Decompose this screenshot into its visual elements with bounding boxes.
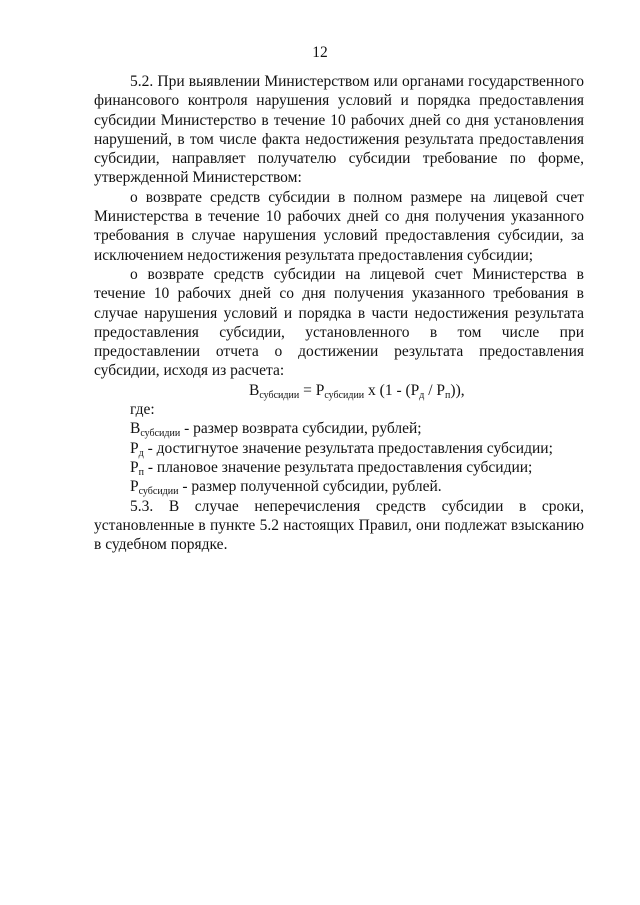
legend-item: [94, 439, 584, 458]
legend-item: [94, 477, 584, 496]
legend-text: - достигнутое значение результата предоставления субсидии;: [143, 439, 553, 457]
formula-symbol-r: Р: [315, 381, 325, 399]
refund-formula: [94, 381, 584, 400]
legend-symbol: Р: [130, 439, 139, 457]
formula-symbol-v: В: [249, 381, 260, 399]
legend-subscript: д: [138, 447, 144, 459]
legend-subscript: субсидии: [140, 428, 181, 440]
document-body: [94, 72, 584, 554]
formula-subscript-r: субсидии: [324, 389, 365, 401]
formula-equals: =: [299, 381, 316, 399]
where-label: где:: [130, 401, 155, 419]
list-item-full-refund: о возврате средств субсидии в полном размере на лицевой счет Министерства в течение 10 рабочих дней со дня получения указанного требования в случае нарушения условий предоставления субсидии, за исключением недостижения результата предоставления субсидии;: [94, 188, 584, 264]
legend-item: [94, 458, 584, 477]
legend-text: - размер полученной субсидии, рублей.: [178, 478, 442, 496]
formula-slash: / Р: [424, 381, 446, 399]
legend-symbol: В: [130, 420, 141, 438]
formula-subscript-d: д: [419, 389, 425, 401]
legend-text: - размер возврата субсидии, рублей;: [180, 420, 422, 438]
legend-subscript: субсидии: [138, 486, 179, 498]
paragraph-5-3: 5.3. В случае неперечисления средств субсидии в сроки, установленные в пункте 5.2 настоящих Правил, они подлежат взысканию в судебном порядке.: [94, 497, 584, 554]
paragraph-5-2: 5.2. При выявлении Министерством или органами государственного финансового контроля нарушения условий и порядка предоставления субсидии Министерство в течение 10 рабочих дней со дня установления нарушений, в том числе факта недостижения результата предоставления субсидии, направляет получателю субсидии требование по форме, утвержденной Министерством:: [94, 73, 584, 187]
list-item-partial-refund: о возврате средств субсидии на лицевой счет Министерства в течение 10 рабочих дней со дня получения указанного требования в случае нарушения условий и порядка в части недостижения результата предоставления субсидии, установленного в том числе при предоставлении отчета о достижении результата предоставления субсидии, исходя из расчета:: [94, 265, 584, 380]
legend-subscript: п: [138, 466, 144, 478]
page-number: 12: [312, 44, 328, 61]
formula-subscript-v: субсидии: [259, 389, 300, 401]
formula-end: )),: [450, 381, 465, 399]
legend-symbol: Р: [130, 458, 139, 476]
formula-subscript-p: п: [445, 389, 451, 401]
legend-text: - плановое значение результата предоставления субсидии;: [143, 458, 533, 476]
formula-middle: х (1 - (Р: [364, 381, 420, 399]
legend-symbol: Р: [130, 478, 139, 496]
legend-item: [94, 419, 584, 438]
